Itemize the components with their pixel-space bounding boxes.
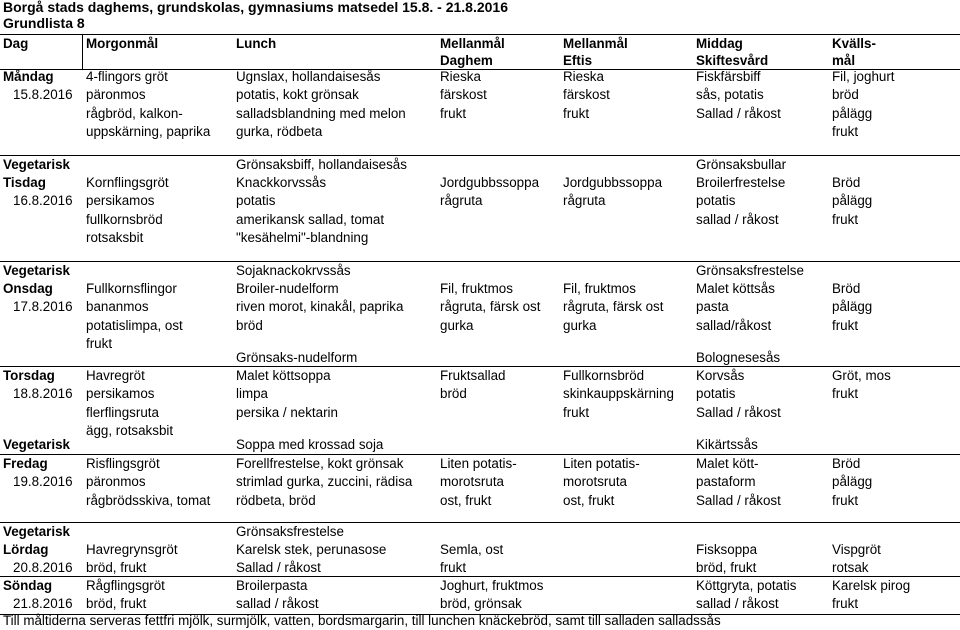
snack-daycare-item: Joghurt, fruktmos: [440, 578, 544, 593]
snack-daycare-item: bröd: [440, 386, 467, 402]
breakfast-item: persikamos: [86, 386, 155, 402]
breakfast-item: bananmos: [86, 299, 149, 315]
evening-item: Vispgröt: [832, 542, 881, 557]
day-name: Tisdag: [3, 175, 46, 190]
evening-item: pålägg: [832, 193, 873, 209]
evening-item: rotsak: [832, 560, 869, 576]
breakfast-item: 4-flingors gröt: [86, 69, 168, 84]
dinner-item: Malet kött-: [696, 456, 759, 471]
breakfast-item: Risflingsgröt: [86, 456, 160, 471]
header-evening: Kvälls-: [832, 36, 876, 51]
vegetarian-dinner: Grönsaksbullar: [696, 157, 787, 172]
vegetarian-label: Vegetarisk: [3, 437, 70, 452]
dinner-item: bröd, frukt: [696, 560, 757, 576]
day-name: Fredag: [3, 456, 48, 471]
breakfast-item: Kornflingsgröt: [86, 175, 169, 190]
evening-item: pålägg: [832, 299, 873, 315]
footer-note: Till måltiderna serveras fettfri mjölk, surmjölk, vatten, bordsmargarin, till lunchen knäckebröd, samt till salladen salladssås: [3, 613, 721, 628]
breakfast-item: Rågflingsgröt: [86, 578, 165, 593]
evening-item: frukt: [832, 317, 859, 333]
header-lunch: Lunch: [236, 36, 277, 51]
vegetarian-dinner: Grönsaksfrestelse: [696, 263, 804, 278]
lunch-item: Ugnslax, hollandaisesås: [236, 69, 381, 84]
day-date: 18.8.2016: [13, 386, 73, 402]
dinner-item: Broilerfrestelse: [696, 175, 786, 190]
dinner-item: Sallad / råkost: [696, 404, 781, 420]
breakfast-item: rågbröd, kalkon-: [86, 105, 183, 121]
day-date: 20.8.2016: [13, 560, 73, 576]
lunch-item: salladsblandning med melon: [236, 105, 406, 121]
breakfast-item: rågbrödsskiva, tomat: [86, 492, 211, 508]
header-dinner: Middag: [696, 36, 743, 51]
snack-afternoon-item: morotsruta: [563, 474, 627, 490]
breakfast-item: päronmos: [86, 474, 146, 490]
header-snack-daycare: Daghem: [440, 53, 493, 68]
header-breakfast: Morgonmål: [86, 36, 159, 51]
dinner-item: sås, potatis: [696, 87, 764, 103]
breakfast-item: rotsaksbit: [86, 230, 144, 246]
evening-item: pålägg: [832, 474, 873, 490]
lunch-item: Forellfrestelse, kokt grönsak: [236, 456, 404, 471]
row-divider: [0, 576, 960, 577]
day-date: 19.8.2016: [13, 474, 73, 490]
lunch-item: Karelsk stek, perunasose: [236, 542, 387, 557]
snack-daycare-item: Rieska: [440, 69, 481, 84]
snack-daycare-item: morotsruta: [440, 474, 504, 490]
lunch-item: Broiler-nudelform: [236, 281, 339, 296]
snack-afternoon-item: Jordgubbssoppa: [563, 175, 663, 190]
snack-daycare-item: Jordgubbssoppa: [440, 175, 540, 190]
breakfast-item: päronmos: [86, 87, 146, 103]
vegetarian-lunch: Grönsaksfrestelse: [236, 524, 344, 539]
evening-item: Gröt, mos: [832, 368, 891, 383]
snack-daycare-item: frukt: [440, 105, 467, 121]
day-date: 17.8.2016: [13, 299, 73, 315]
dinner-item: pastaform: [696, 474, 756, 490]
snack-afternoon-item: Liten potatis-: [563, 456, 640, 471]
lunch-item: potatis, kokt grönsak: [236, 87, 359, 103]
evening-item: Bröd: [832, 456, 861, 471]
header-evening: mål: [832, 53, 856, 68]
dinner-item: sallad / råkost: [696, 596, 779, 612]
lunch-item: sallad / råkost: [236, 596, 319, 612]
snack-afternoon-item: Rieska: [563, 69, 604, 84]
dinner-item: pasta: [696, 299, 729, 315]
lunch-item: "kesähelmi"-blandning: [236, 230, 369, 246]
row-divider: [0, 366, 960, 367]
snack-daycare-item: färskost: [440, 87, 487, 103]
snack-daycare-item: ost, frukt: [440, 492, 492, 508]
breakfast-item: uppskärning, paprika: [86, 124, 211, 140]
evening-item: frukt: [832, 386, 859, 402]
evening-item: bröd: [832, 87, 859, 103]
lunch-item: strimlad gurka, zuccini, rädisa: [236, 474, 413, 490]
lunch-item: Sallad / råkost: [236, 560, 321, 576]
dinner-item: Fiskfärsbiff: [696, 69, 761, 84]
lunch-item: Knackkorvssås: [236, 175, 327, 190]
vegetarian-dinner: Kikärtssås: [696, 437, 758, 452]
lunch-item: persika / nektarin: [236, 404, 338, 420]
breakfast-item: bröd, frukt: [86, 596, 147, 612]
snack-afternoon-item: rågruta, färsk ost: [563, 299, 664, 315]
evening-item: frukt: [832, 211, 859, 227]
dinner-item: Korvsås: [696, 368, 745, 383]
snack-afternoon-item: skinkauppskärning: [563, 386, 674, 402]
snack-daycare-item: frukt: [440, 560, 467, 576]
snack-daycare-item: Fruktsallad: [440, 368, 506, 383]
evening-item: Fil, joghurt: [832, 69, 895, 84]
vegetarian-label: Vegetarisk: [3, 157, 70, 172]
day-name: Torsdag: [3, 368, 55, 383]
day-name: Söndag: [3, 578, 53, 593]
header-snack-daycare: Mellanmål: [440, 36, 505, 51]
lunch-item: rödbeta, bröd: [236, 492, 316, 508]
snack-daycare-item: Semla, ost: [440, 542, 504, 557]
column-divider: [82, 34, 83, 69]
breakfast-item: persikamos: [86, 193, 155, 209]
day-date: 15.8.2016: [13, 87, 73, 103]
breakfast-item: Havregrynsgröt: [86, 542, 178, 557]
snack-daycare-item: rågruta: [440, 193, 483, 209]
vegetarian-label: Vegetarisk: [3, 524, 70, 539]
snack-afternoon-item: Fil, fruktmos: [563, 281, 636, 296]
evening-item: Karelsk pirog: [832, 578, 911, 593]
vegetarian-label: Vegetarisk: [3, 263, 70, 278]
vegetarian-dinner: Bolognesesås: [696, 350, 781, 365]
snack-afternoon-item: ost, frukt: [563, 492, 615, 508]
lunch-item: gurka, rödbeta: [236, 124, 323, 140]
row-divider: [0, 261, 960, 262]
row-divider: [0, 522, 960, 523]
evening-item: frukt: [832, 596, 859, 612]
breakfast-item: Fullkornsflingor: [86, 281, 177, 296]
header-dinner: Skiftesvård: [696, 53, 769, 68]
page-title: Borgå stads daghems, grundskolas, gymnasiums matsedel 15.8. - 21.8.2016: [3, 0, 508, 15]
snack-afternoon-item: gurka: [563, 317, 597, 333]
dinner-item: Sallad / råkost: [696, 492, 781, 508]
dinner-item: potatis: [696, 386, 736, 402]
dinner-item: Fisksoppa: [696, 542, 758, 557]
snack-afternoon-item: rågruta: [563, 193, 606, 209]
header-top-border: [0, 34, 960, 35]
evening-item: Bröd: [832, 175, 861, 190]
snack-daycare-item: bröd, grönsak: [440, 596, 522, 612]
dinner-item: Sallad / råkost: [696, 105, 781, 121]
dinner-item: Malet köttsås: [696, 281, 775, 296]
breakfast-item: ägg, rotsaksbit: [86, 423, 174, 439]
day-date: 16.8.2016: [13, 193, 73, 209]
evening-item: frukt: [832, 492, 859, 508]
breakfast-item: potatislimpa, ost: [86, 317, 183, 333]
day-name: Lördag: [3, 542, 49, 557]
evening-item: Bröd: [832, 281, 861, 296]
dinner-item: sallad/råkost: [696, 317, 772, 333]
lunch-item: riven morot, kinakål, paprika: [236, 299, 404, 315]
vegetarian-lunch: Grönsaksbiff, hollandaisesås: [236, 157, 407, 172]
vegetarian-lunch: Soppa med krossad soja: [236, 437, 384, 452]
day-date: 21.8.2016: [13, 596, 73, 612]
snack-daycare-item: rågruta, färsk ost: [440, 299, 541, 315]
page-subtitle: Grundlista 8: [3, 15, 85, 31]
vegetarian-lunch: Grönsaks-nudelform: [236, 350, 358, 365]
evening-item: frukt: [832, 124, 859, 140]
lunch-item: amerikansk sallad, tomat: [236, 211, 385, 227]
row-divider: [0, 155, 960, 156]
day-name: Måndag: [3, 69, 54, 84]
dinner-item: sallad / råkost: [696, 211, 779, 227]
snack-afternoon-item: frukt: [563, 105, 590, 121]
snack-daycare-item: Liten potatis-: [440, 456, 517, 471]
snack-afternoon-item: frukt: [563, 404, 590, 420]
lunch-item: bröd: [236, 317, 263, 333]
row-divider: [0, 454, 960, 455]
breakfast-item: Havregröt: [86, 368, 145, 383]
lunch-item: potatis: [236, 193, 276, 209]
evening-item: pålägg: [832, 105, 873, 121]
breakfast-item: frukt: [86, 336, 113, 352]
snack-afternoon-item: färskost: [563, 87, 610, 103]
breakfast-item: flerflingsruta: [86, 404, 159, 420]
snack-daycare-item: Fil, fruktmos: [440, 281, 513, 296]
breakfast-item: fullkornsbröd: [86, 211, 163, 227]
header-snack-eftis: Eftis: [563, 53, 593, 68]
vegetarian-lunch: Sojaknackokrvssås: [236, 263, 351, 278]
snack-afternoon-item: Fullkornsbröd: [563, 368, 645, 383]
breakfast-item: bröd, frukt: [86, 560, 147, 576]
lunch-item: Broilerpasta: [236, 578, 308, 593]
header-snack-eftis: Mellanmål: [563, 36, 628, 51]
lunch-item: limpa: [236, 386, 268, 402]
lunch-item: Malet köttsoppa: [236, 368, 331, 383]
day-name: Onsdag: [3, 281, 53, 296]
dinner-item: Köttgryta, potatis: [696, 578, 797, 593]
header-day: Dag: [3, 36, 29, 51]
dinner-item: potatis: [696, 193, 736, 209]
snack-daycare-item: gurka: [440, 317, 474, 333]
